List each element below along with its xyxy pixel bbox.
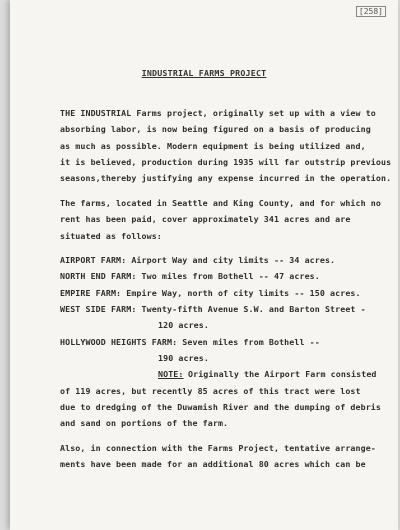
farm-line: EMPIRE FARM: Empire Way, north of city limits -- 150 acres. bbox=[60, 288, 361, 298]
farm-line: WEST SIDE FARM: Twenty-fifth Avenue S.W. and Barton Street - bbox=[60, 304, 366, 314]
text-line: of 119 acres, but recently 85 acres of this tract were lost bbox=[60, 386, 361, 396]
text-line: THE INDUSTRIAL Farms project, originally set up with a view to bbox=[60, 108, 376, 118]
text-line: it is believed, production during 1935 will far outstrip previous bbox=[60, 157, 392, 167]
text-line: situated as follows: bbox=[60, 231, 162, 241]
document-page bbox=[10, 0, 398, 530]
farm-line: 120 acres. bbox=[158, 320, 209, 330]
document-title: INDUSTRIAL FARMS PROJECT bbox=[141, 68, 267, 78]
text-line: The farms, located in Seattle and King County, and for which no bbox=[60, 198, 381, 208]
farm-line: AIRPORT FARM: Airport Way and city limits -- 34 acres. bbox=[60, 255, 336, 265]
text-line: and sand on portions of the farm. bbox=[60, 418, 229, 428]
page-number-stamp: [258] bbox=[356, 6, 386, 17]
text-line: rent has been paid, cover approximately 341 acres and are bbox=[60, 214, 351, 224]
text-line: absorbing labor, is now being figured on a basis of producing bbox=[60, 124, 371, 134]
note-label: NOTE: bbox=[158, 369, 184, 379]
text-line: due to dredging of the Duwamish River and the dumping of debris bbox=[60, 402, 381, 412]
text-line: ments have been made for an additional 80 acres which can be bbox=[60, 459, 366, 469]
farm-line: 190 acres. bbox=[158, 353, 209, 363]
text-line: as much as possible. Modern equipment is being utilized and, bbox=[60, 141, 366, 151]
text-line: Also, in connection with the Farms Project, tentative arrange- bbox=[60, 443, 376, 453]
text-line: Originally the Airport Farm consisted bbox=[188, 369, 377, 379]
text-line: seasons,thereby justifying any expense incurred in the operation. bbox=[60, 173, 392, 183]
farm-line: NORTH END FARM: Two miles from Bothell -- 47 acres. bbox=[60, 271, 320, 281]
farm-line: HOLLYWOOD HEIGHTS FARM: Seven miles from Bothell -- bbox=[60, 337, 320, 347]
